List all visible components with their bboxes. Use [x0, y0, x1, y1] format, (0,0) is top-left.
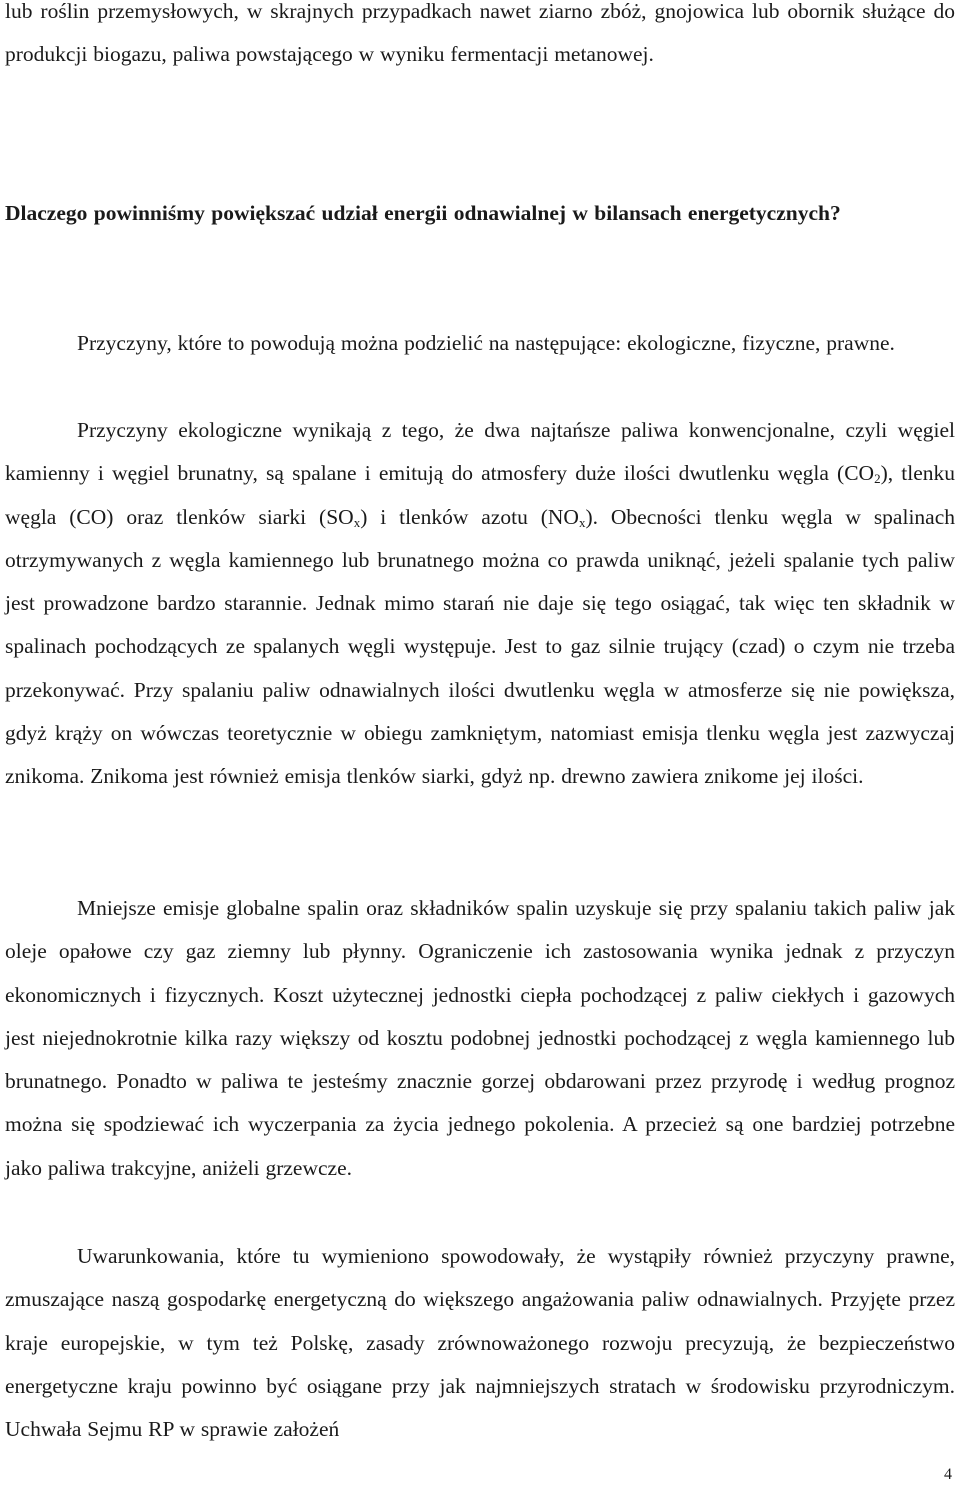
page-number: 4 — [944, 1466, 952, 1483]
section-heading: Dlaczego powinniśmy powiększać udział energii odnawialnej w bilansach energetycznych? — [5, 201, 841, 225]
subscript-2: 2 — [874, 471, 881, 487]
paragraph-legal-causes: Uwarunkowania, które tu wymieniono spowodowały, że wystąpiły również przyczyny prawne, zmuszające naszą gospodarkę energetyczną do większego angażowania paliw odnawialnych. Przyjęte przez kraje europejskie, w tym też Polskę, zasady zrównoważonego rozwoju precyzują, że bezpieczeństwo energetyczne kraju powinno być osiągane przy jak najmniejszych stratach w środowisku przyrodniczym. Uchwała Sejmu RP w sprawie założeń — [5, 1244, 955, 1442]
subscript-x: x — [353, 514, 361, 530]
paragraph-economic-causes: Mniejsze emisje globalne spalin oraz składników spalin uzyskuje się przy spalaniu takich paliw jak oleje opałowe czy gaz ziemny lub płynny. Ograniczenie ich zastosowania wynika jednak z przyczyn ekonomicznych i fizycznych. Koszt użytecznej jednostki ciepła pochodzącej z paliw ciekłych i gazowych jest niejednokrotnie kilka razy większy od kosztu podobnej jednostki pochodzącej z węgla kamiennego lub brunatnego. Ponadto w paliwa te jesteśmy znacznie gorzej obdarowani przez przyrodę i według prognoz można się spodziewać ich wyczerpania za życia jednego pokolenia. A przecież są one bardziej potrzebne jako paliwa trakcyjne, aniżeli grzewcze. — [5, 896, 955, 1180]
subscript-x: x — [578, 514, 586, 530]
paragraph-text: ), tlenku węgla (CO) oraz tlenków siarki (SO — [5, 461, 955, 529]
paragraph-text: ) i tlenków azotu (NO — [360, 504, 579, 529]
paragraph-ecological-causes — [5, 409, 955, 799]
paragraph-text: ). Obecności tlenku węgla w spalinach otrzymywanych z węgla kamiennego lub brunatnego można co prawda uniknąć, jeżeli spalanie tych paliw jest prowadzone bardzo starannie. Jednak mimo starań nie daje się tego osiągać, tak więc ten składnik w spalinach pochodzących ze spalanych węgli występuje. Jest to gaz silnie trujący (czad) o czym nie trzeba przekonywać. Przy spalaniu paliw odnawialnych ilości dwutlenku węgla w atmosferze się nie powiększa, gdyż krąży on wówczas teoretycznie w obiegu zamkniętym, natomiast emisja tlenku węgla jest zazwyczaj znikoma. Znikoma jest również emisja tlenków siarki, gdyż np. drewno zawiera znikome jej ilości. — [5, 504, 956, 789]
paragraph-text: Przyczyny ekologiczne wynikają z tego, że dwa najtańsze paliwa konwencjonalne, czyli węgiel kamienny i węgiel brunatny, są spalane i emitują do atmosfery duże ilości dwutlenku węgla (CO — [5, 418, 955, 486]
paragraph-causes-intro: Przyczyny, które to powodują można podzielić na następujące: ekologiczne, fizyczne, prawne. — [77, 331, 895, 355]
paragraph-continuation: lub roślin przemysłowych, w skrajnych przypadkach nawet ziarno zbóż, gnojowica lub obornik służące do produkcji biogazu, paliwa powstającego w wyniku fermentacji metanowej. — [5, 0, 955, 67]
